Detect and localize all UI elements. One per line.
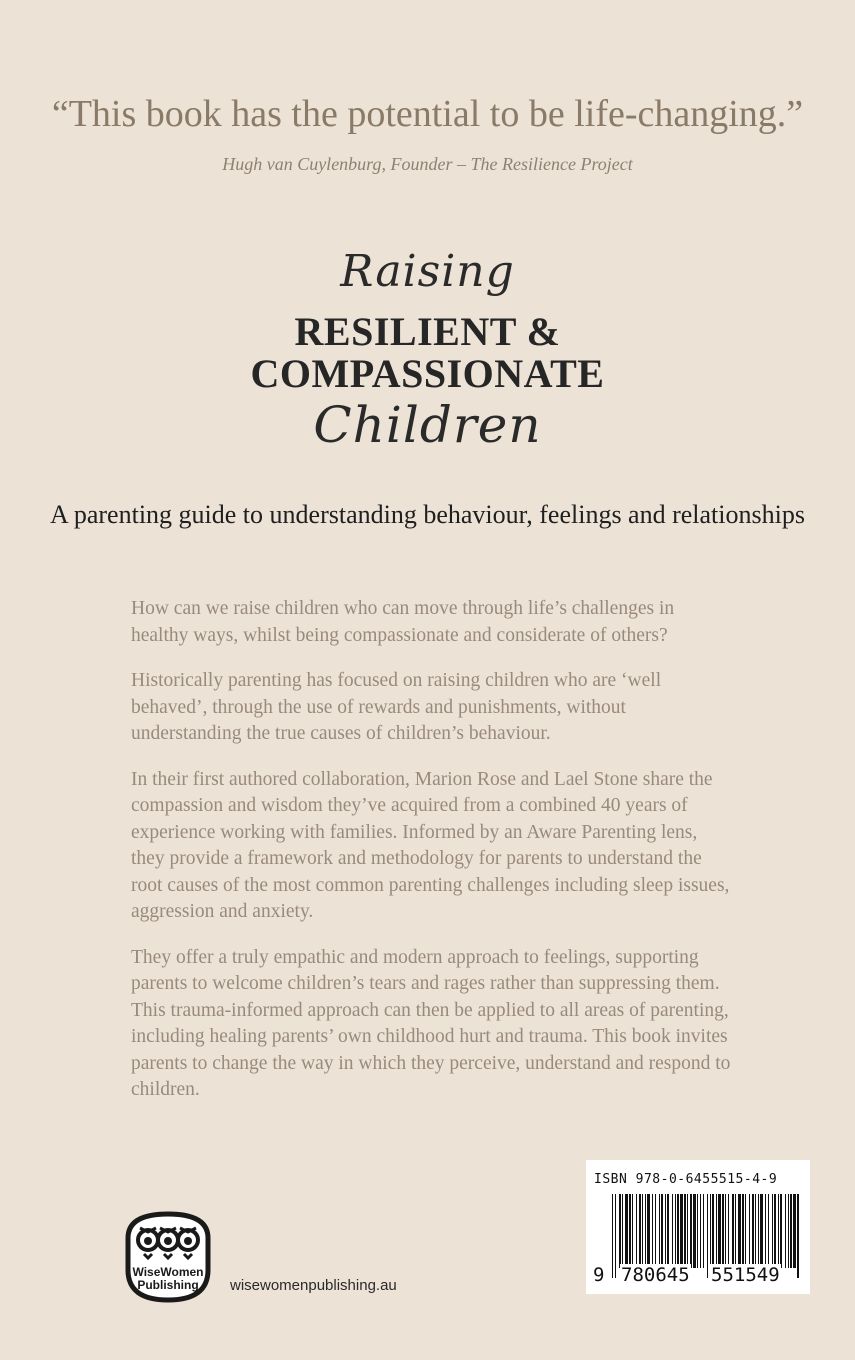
barcode-bar: [672, 1194, 673, 1268]
endorsement-attribution: Hugh van Cuylenburg, Founder – The Resilience Project: [222, 154, 633, 174]
barcode-bar: [742, 1194, 744, 1268]
title-line-compassionate: COMPASSIONATE: [250, 351, 605, 396]
barcode-bar: [722, 1194, 724, 1268]
blurb-paragraph-1: How can we raise children who can move through life’s challenges in healthy ways, whilst being compassionate and considerate of others?: [131, 598, 675, 646]
barcode-digits-right: 551549: [711, 1264, 780, 1286]
barcode-bar: [790, 1194, 792, 1268]
barcode-bar: [675, 1194, 676, 1268]
barcode-bar: [738, 1194, 741, 1268]
barcode-bar: [690, 1194, 692, 1268]
barcode-bar: [780, 1194, 782, 1268]
blurb-paragraph-4: They offer a truly empathic and modern approach to feelings, supporting parents to welcome children’s tears and rages rather than suppressing them. This trauma-informed approach can then be applied to all areas of parenting, including healing parents’ own childhood hurt and trauma. This book invites parents to change the way in which they perceive, understand and respond to children.: [131, 946, 731, 1100]
barcode-bar: [684, 1194, 686, 1268]
barcode-digit-first: 9: [593, 1264, 605, 1286]
title-script-raising: Raising: [340, 246, 515, 297]
logo-text-line1: WiseWomen: [132, 1265, 204, 1279]
barcode-bar: [693, 1194, 696, 1268]
barcode-bar: [661, 1194, 663, 1268]
barcode-bar: [612, 1194, 613, 1278]
barcode-bar: [716, 1194, 717, 1268]
isbn-barcode: [586, 1160, 810, 1294]
barcode-bar: [732, 1194, 734, 1268]
barcode-bar: [615, 1194, 616, 1278]
barcode-bar: [645, 1194, 646, 1268]
barcode-bar: [687, 1194, 688, 1268]
barcode-bar: [728, 1194, 729, 1268]
barcode-bar: [758, 1194, 759, 1268]
title-line-resilient: RESILIENT &: [294, 309, 561, 354]
barcode-bar: [700, 1194, 701, 1268]
barcode-bar: [778, 1194, 779, 1268]
blurb-paragraph-2: Historically parenting has focused on raising children who are ‘well behaved’, through the use of rewards and punishments, without understanding the true causes of children’s behaviour.: [131, 670, 662, 744]
blurb: [131, 596, 731, 1123]
barcode-bar: [680, 1194, 683, 1268]
barcode-bar: [632, 1194, 633, 1268]
book-subtitle: A parenting guide to understanding behaviour, feelings and relationships: [50, 500, 805, 529]
barcode-bar: [677, 1194, 679, 1268]
barcode-bar: [725, 1194, 726, 1268]
barcode-bar: [774, 1194, 776, 1268]
barcode-bar: [768, 1194, 769, 1268]
barcode-bar: [797, 1194, 799, 1278]
barcode-bar: [710, 1194, 711, 1268]
barcode-bar: [707, 1194, 708, 1278]
barcode-bar: [755, 1194, 756, 1268]
barcode-bar: [697, 1194, 698, 1268]
barcode-bar: [772, 1194, 773, 1268]
barcode-bar: [636, 1194, 637, 1268]
barcode-bar: [752, 1194, 754, 1268]
barcode-bar: [665, 1194, 666, 1268]
barcode-bar: [652, 1194, 653, 1268]
barcode-bar: [745, 1194, 746, 1268]
barcode-bar: [642, 1194, 643, 1268]
barcode-bar: [718, 1194, 721, 1268]
barcode-bar: [788, 1194, 789, 1268]
publisher-logo: [120, 1208, 216, 1304]
barcode-bar: [735, 1194, 736, 1268]
barcode-bar: [785, 1194, 786, 1268]
barcode-bar: [760, 1194, 763, 1268]
barcode-bar: [625, 1194, 628, 1268]
barcode-bar: [659, 1194, 660, 1268]
barcode-bar: [765, 1194, 766, 1268]
barcode-bar: [667, 1194, 669, 1268]
barcode-bar: [793, 1194, 796, 1268]
barcode-bar: [629, 1194, 631, 1268]
blurb-paragraph-3: In their first authored collaboration, Marion Rose and Lael Stone share the compassion and wisdom they’ve acquired from a combined 40 years of experience working with families. Informed by an Aware Parenting lens, they provide a framework and methodology for parents to understand the root causes of the most common parenting challenges including sleep issues, aggression and anxiety.: [131, 768, 730, 922]
barcode-bar: [639, 1194, 641, 1268]
barcode-bar: [749, 1194, 750, 1268]
barcode-bar: [712, 1194, 714, 1268]
barcode-bar: [622, 1194, 623, 1268]
endorsement-quote: “This book has the potential to be life-changing.”: [51, 93, 804, 135]
logo-text-line2: Publishing: [137, 1278, 199, 1292]
barcode-bar: [703, 1194, 704, 1268]
isbn-label: ISBN 978-0-6455515-4-9: [594, 1172, 778, 1187]
barcode-bar: [647, 1194, 650, 1268]
barcode-digits-left: 780645: [621, 1264, 690, 1286]
title-script-children: Children: [313, 396, 542, 454]
publisher-website: wisewomenpublishing.au: [230, 1277, 397, 1294]
barcode-bar: [655, 1194, 656, 1268]
barcode-bar: [619, 1194, 621, 1268]
